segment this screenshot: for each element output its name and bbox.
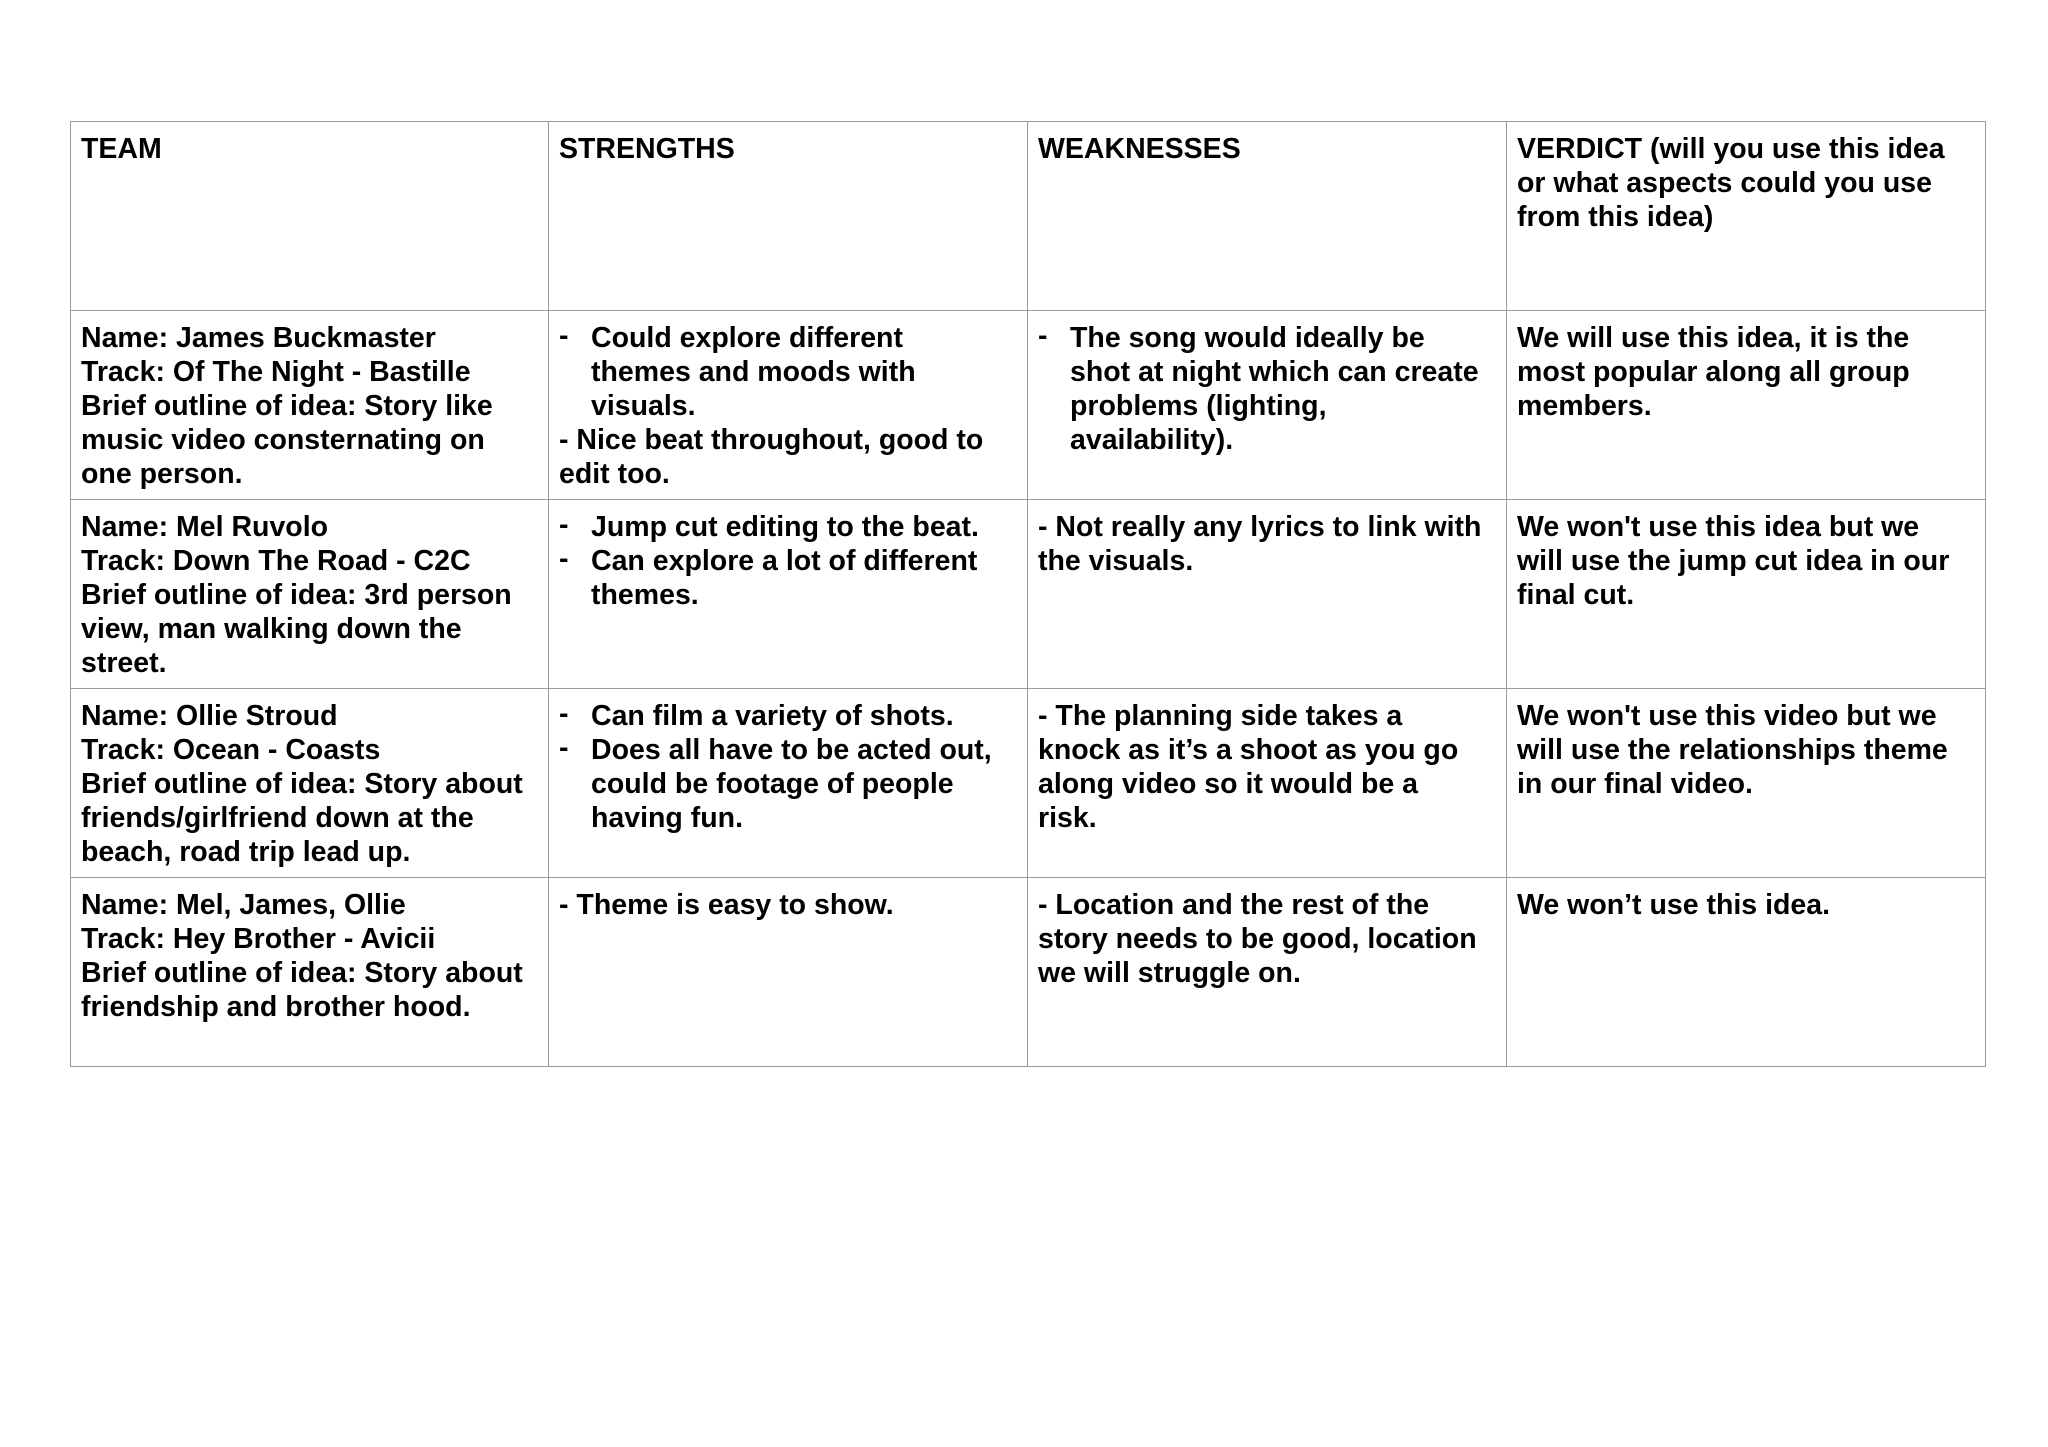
header-strengths — [549, 122, 1028, 311]
strengths-cell — [549, 311, 1028, 500]
cell-text-line: Name: Ollie Stroud — [81, 700, 338, 732]
bullet-text-line: could be footage of people — [591, 768, 954, 800]
cell-text-line: will use the jump cut idea in our — [1517, 545, 1950, 577]
verdict-cell — [1507, 311, 1986, 500]
bullet-dash-icon: - — [1038, 320, 1048, 352]
bullet-item — [559, 510, 1017, 544]
cell-text-line: the visuals. — [1038, 545, 1194, 577]
cell-text-line: We will use this idea, it is the — [1517, 322, 1910, 354]
table-row — [71, 878, 1986, 1067]
bullet-item — [1038, 321, 1496, 457]
team-cell — [71, 878, 549, 1067]
header-row — [71, 122, 1986, 311]
bullet-text-line: availability). — [1070, 424, 1234, 456]
cell-text-line: - Theme is easy to show. — [559, 889, 894, 921]
bullet-text-line: problems (lighting, — [1070, 390, 1327, 422]
weaknesses-cell — [1028, 689, 1507, 878]
cell-text-line: members. — [1517, 390, 1652, 422]
cell-text-line: along video so it would be a — [1038, 768, 1419, 800]
weaknesses-cell — [1028, 878, 1507, 1067]
bullet-item — [559, 699, 1017, 733]
cell-text-line: edit too. — [559, 458, 670, 490]
cell-text-line: Name: Mel, James, Ollie — [81, 889, 406, 921]
cell-text-line: one person. — [81, 458, 243, 490]
cell-text-line: we will struggle on. — [1038, 957, 1301, 989]
strengths-cell — [549, 689, 1028, 878]
table-row — [71, 689, 1986, 878]
bullet-text-line: Does all have to be acted out, — [591, 734, 992, 766]
cell-text-line: street. — [81, 647, 167, 679]
cell-text-line: risk. — [1038, 802, 1097, 834]
team-cell — [71, 689, 549, 878]
table-row — [71, 311, 1986, 500]
verdict-cell — [1507, 878, 1986, 1067]
bullet-dash-icon: - — [559, 543, 569, 575]
bullet-text-line: Could explore different — [591, 322, 903, 354]
header-strengths-label: STRENGTHS — [559, 133, 735, 165]
cell-text-line: Track: Of The Night - Bastille — [81, 356, 471, 388]
verdict-cell — [1507, 689, 1986, 878]
cell-text-line: - The planning side takes a — [1038, 700, 1403, 732]
cell-text-line: - Location and the rest of the — [1038, 889, 1430, 921]
bullet-item — [559, 321, 1017, 423]
bullet-dash-icon: - — [559, 320, 569, 352]
weaknesses-cell — [1028, 500, 1507, 689]
cell-text-line: Brief outline of idea: Story about — [81, 957, 523, 989]
cell-text-line: friends/girlfriend down at the — [81, 802, 474, 834]
header-verdict-line: VERDICT (will you use this idea — [1517, 133, 1945, 165]
bullet-text-line: Can explore a lot of different — [591, 545, 978, 577]
cell-text-line: will use the relationships theme — [1517, 734, 1948, 766]
bullet-text-line: visuals. — [591, 390, 696, 422]
cell-text-line: knock as it’s a shoot as you go — [1038, 734, 1459, 766]
cell-text-line: Brief outline of idea: 3rd person — [81, 579, 512, 611]
cell-text-line: Name: Mel Ruvolo — [81, 511, 329, 543]
verdict-cell — [1507, 500, 1986, 689]
header-team-label: TEAM — [81, 133, 162, 165]
header-verdict-line: or what aspects could you use — [1517, 167, 1932, 199]
cell-text-line: music video consternating on — [81, 424, 485, 456]
bullet-item — [559, 733, 1017, 835]
cell-text-line: Name: James Buckmaster — [81, 322, 436, 354]
cell-text-line: We won't use this video but we — [1517, 700, 1937, 732]
cell-text-line: in our final video. — [1517, 768, 1753, 800]
evaluation-table — [70, 121, 1986, 1067]
cell-text-line: Track: Ocean - Coasts — [81, 734, 381, 766]
cell-text-line: final cut. — [1517, 579, 1635, 611]
bullet-text-line: The song would ideally be — [1070, 322, 1425, 354]
header-verdict — [1507, 122, 1986, 311]
table-row — [71, 500, 1986, 689]
team-cell — [71, 500, 549, 689]
bullet-dash-icon: - — [559, 732, 569, 764]
cell-text-line: Brief outline of idea: Story like — [81, 390, 493, 422]
bullet-dash-icon: - — [559, 698, 569, 730]
header-verdict-line: from this idea) — [1517, 201, 1714, 233]
bullet-text-line: Can film a variety of shots. — [591, 700, 954, 732]
cell-text-line: friendship and brother hood. — [81, 991, 471, 1023]
cell-text-line: Brief outline of idea: Story about — [81, 768, 523, 800]
cell-text-line: Track: Hey Brother - Avicii — [81, 923, 436, 955]
cell-text-line: story needs to be good, location — [1038, 923, 1477, 955]
bullet-text-line: having fun. — [591, 802, 743, 834]
bullet-item — [559, 544, 1017, 612]
cell-text-line: We won't use this idea but we — [1517, 511, 1920, 543]
bullet-dash-icon: - — [559, 509, 569, 541]
header-weaknesses — [1028, 122, 1507, 311]
cell-text-line: view, man walking down the — [81, 613, 462, 645]
cell-text-line: Track: Down The Road - C2C — [81, 545, 471, 577]
cell-text-line: We won’t use this idea. — [1517, 889, 1831, 921]
bullet-text-line: themes. — [591, 579, 699, 611]
header-weaknesses-label: WEAKNESSES — [1038, 133, 1241, 165]
bullet-text-line: Jump cut editing to the beat. — [591, 511, 979, 543]
bullet-text-line: shot at night which can create — [1070, 356, 1479, 388]
cell-text-line: beach, road trip lead up. — [81, 836, 411, 868]
cell-text-line: most popular along all group — [1517, 356, 1910, 388]
header-team — [71, 122, 549, 311]
team-cell — [71, 311, 549, 500]
strengths-cell — [549, 500, 1028, 689]
weaknesses-cell — [1028, 311, 1507, 500]
cell-text-line: - Nice beat throughout, good to — [559, 424, 984, 456]
bullet-text-line: themes and moods with — [591, 356, 916, 388]
cell-text-line: - Not really any lyrics to link with — [1038, 511, 1482, 543]
strengths-cell — [549, 878, 1028, 1067]
